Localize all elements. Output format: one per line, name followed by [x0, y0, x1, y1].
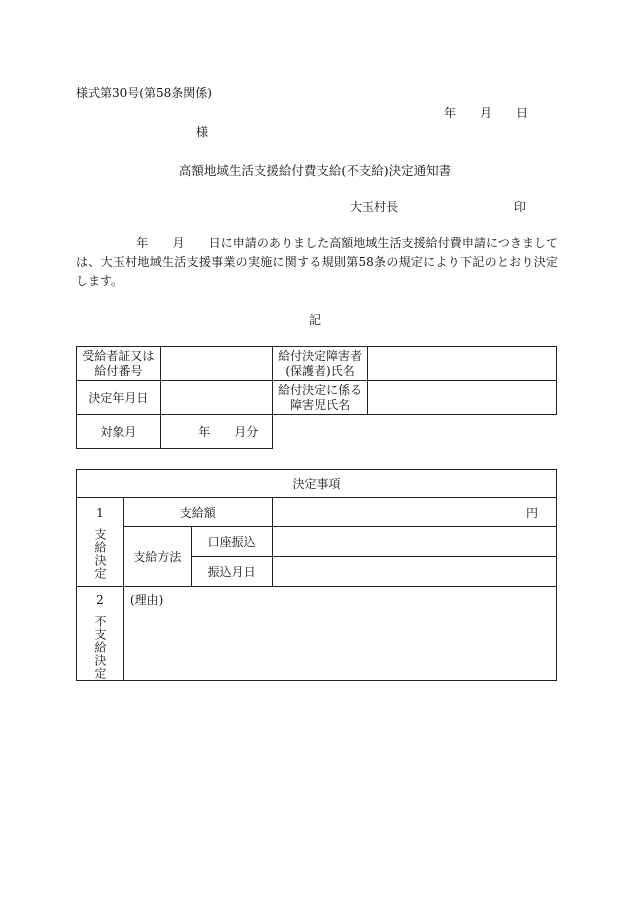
target-month-value: 年 月分 — [160, 415, 272, 449]
amount-unit: 円 — [525, 505, 538, 520]
document-title: 高額地域生活支援給付費支給(不支給)決定通知書 — [178, 163, 452, 178]
recipient-info-table — [76, 346, 557, 449]
form-number: 様式第30号(第58条関係) — [76, 86, 212, 100]
decision-heading: 決定事項 — [77, 470, 557, 498]
reason-label: (理由) — [129, 593, 164, 607]
decision-date-field[interactable] — [160, 381, 272, 415]
target-month-label: 対象月 — [77, 415, 161, 449]
child-name-field[interactable] — [368, 381, 557, 415]
disabled-person-name-label: 給付決定障害者 (保護者)氏名 — [272, 347, 368, 381]
recipient-number-label: 受給者証又は 給付番号 — [77, 347, 161, 381]
method-label: 支給方法 — [123, 527, 191, 587]
amount-field[interactable] — [272, 498, 556, 527]
child-name-label: 給付決定に係る 障害児氏名 — [272, 381, 368, 415]
section2-label: 不支給決定 — [92, 615, 107, 680]
amount-label: 支給額 — [123, 498, 272, 527]
disabled-person-name-field[interactable] — [368, 347, 557, 381]
transfer-date-label: 振込月日 — [191, 557, 272, 587]
issuer-name: 大玉村長 — [350, 200, 399, 214]
section1-number: 1 — [96, 506, 104, 520]
reason-field[interactable] — [123, 587, 556, 681]
addressee: 様 — [196, 125, 209, 139]
decision-table — [76, 469, 557, 681]
section2-number: 2 — [96, 593, 104, 607]
section2-cell — [77, 587, 124, 681]
section1-label: 支給決定 — [92, 528, 107, 580]
section1-cell — [77, 498, 124, 587]
date-line: 年 月 日 — [444, 106, 529, 120]
ki-heading: 記 — [308, 313, 321, 327]
body-paragraph: 年 月 日に申請のありました高額地域生活支援給付費申請につきましては、大玉村地域生活支援事業の実施に関する規則第58条の規定により下記のとおり決定します。 — [76, 236, 558, 288]
account-transfer-field[interactable] — [272, 527, 556, 557]
seal-mark: 印 — [514, 200, 527, 214]
recipient-number-field[interactable] — [160, 347, 272, 381]
decision-date-label: 決定年月日 — [77, 381, 161, 415]
account-transfer-label: 口座振込 — [191, 527, 272, 557]
transfer-date-field[interactable] — [272, 557, 556, 587]
